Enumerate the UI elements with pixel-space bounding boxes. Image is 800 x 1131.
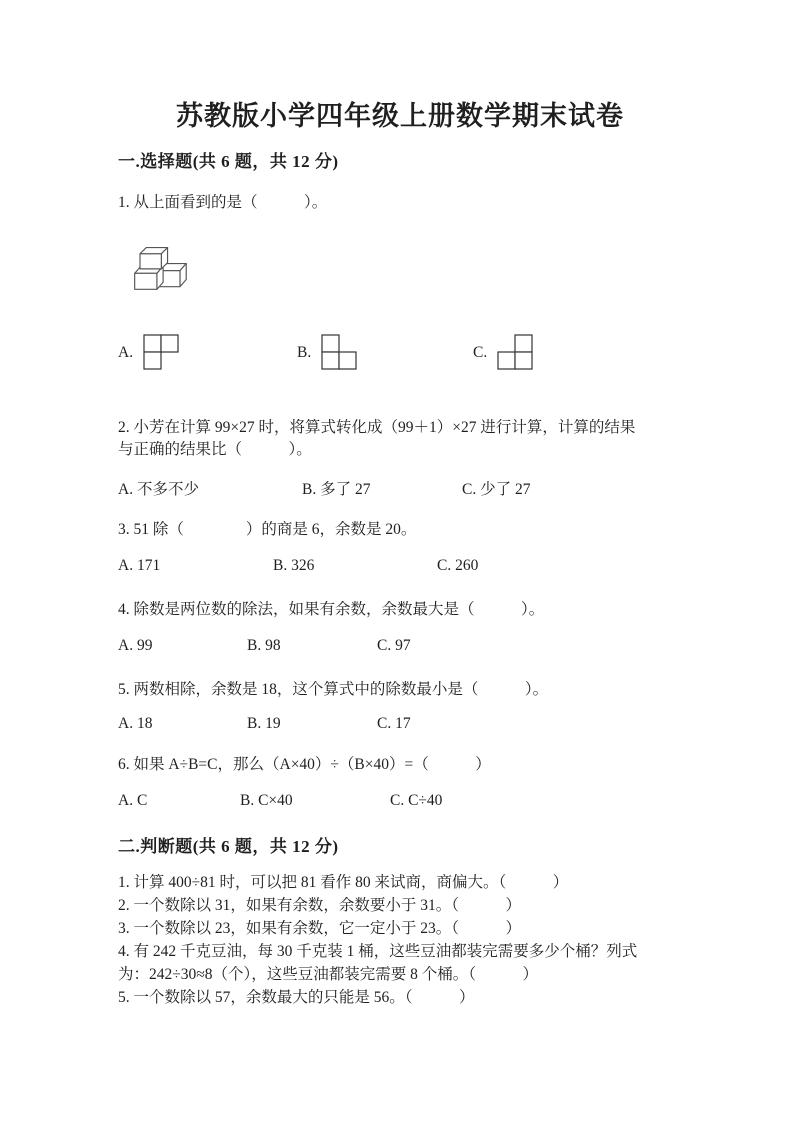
three-cubes-isometric-icon — [124, 242, 188, 294]
question-4-text: 4. 除数是两位数的除法，如果有余数，余数最大是（ ）。 — [118, 601, 545, 618]
q4-option-c: C. 97 — [377, 637, 411, 654]
question-2-options — [118, 481, 692, 499]
page-title: 苏教版小学四年级上册数学期末试卷 — [176, 101, 624, 131]
q1-option-a — [118, 334, 297, 371]
judgment-item-3: 3. 一个数除以 23，如果有余数，它一定小于 23。（ ） — [118, 920, 522, 937]
q5-option-b: B. 19 — [247, 715, 281, 732]
question-6-text: 6. 如果 A÷B=C，那么（A×40）÷（B×40）=（ ） — [118, 756, 491, 773]
q1-option-c — [473, 334, 692, 371]
judgment-items — [118, 871, 692, 1009]
q2-option-c: C. 少了 27 — [462, 481, 531, 498]
question-5-text: 5. 两数相除，余数是 18，这个算式中的除数最小是（ ）。 — [118, 681, 549, 698]
q6-option-b: B. C×40 — [240, 792, 293, 809]
q5-option-c: C. 17 — [377, 715, 411, 732]
judgment-item-4-line-1: 4. 有 242 千克豆油，每 30 千克装 1 桶，这些豆油都装完需要多少个桶？列式 — [118, 943, 638, 960]
question-1-options — [118, 334, 692, 371]
q3-option-c: C. 260 — [437, 557, 479, 574]
q6-option-a: A. C — [118, 792, 148, 809]
q5-option-a: A. 18 — [118, 715, 153, 732]
q3-option-b: B. 326 — [273, 557, 315, 574]
question-3-text: 3. 51 除（ ）的商是 6，余数是 20。 — [118, 521, 417, 538]
q1-option-b-shape-icon — [321, 334, 358, 371]
cubes-figure — [124, 242, 692, 294]
q1-option-b — [297, 334, 473, 371]
q1-option-a-label: A. — [118, 343, 134, 361]
section2-header: 二.判断题(共 6 题，共 12 分) — [118, 837, 339, 856]
judgment-item-4-line-2: 为：242÷30≈8（个），这些豆油都装完需要 8 个桶。（ ） — [118, 966, 539, 983]
question-1-text: 1. 从上面看到的是（ ）。 — [118, 194, 328, 211]
question-5-options — [118, 715, 692, 733]
question-3-options — [118, 557, 692, 575]
q4-option-b: B. 98 — [247, 637, 281, 654]
q1-option-b-label: B. — [297, 343, 312, 361]
question-2-line-2: 与正确的结果比（ ）。 — [118, 441, 312, 458]
question-2-text — [118, 417, 692, 461]
page-content — [0, 152, 800, 1009]
section1-header: 一.选择题(共 6 题，共 12 分) — [118, 152, 339, 171]
judgment-item-5: 5. 一个数除以 57，余数最大的只能是 56。（ ） — [118, 989, 475, 1006]
question-2-line-1: 2. 小芳在计算 99×27 时，将算式转化成（99＋1）×27 进行计算，计算的结果 — [118, 419, 636, 436]
q2-option-b: B. 多了 27 — [302, 481, 371, 498]
question-6-options — [118, 792, 692, 810]
q4-option-a: A. 99 — [118, 637, 153, 654]
q1-option-a-shape-icon — [143, 334, 180, 371]
q1-option-c-shape-icon — [497, 334, 534, 371]
judgment-item-1: 1. 计算 400÷81 时，可以把 81 看作 80 来试商，商偏大。（ ） — [118, 874, 569, 891]
q2-option-a: A. 不多不少 — [118, 481, 199, 498]
q6-option-c: C. C÷40 — [390, 792, 443, 809]
question-4-options — [118, 637, 692, 655]
q3-option-a: A. 171 — [118, 557, 161, 574]
q1-option-c-label: C. — [473, 343, 488, 361]
judgment-item-2: 2. 一个数除以 31，如果有余数，余数要小于 31。（ ） — [118, 897, 522, 914]
